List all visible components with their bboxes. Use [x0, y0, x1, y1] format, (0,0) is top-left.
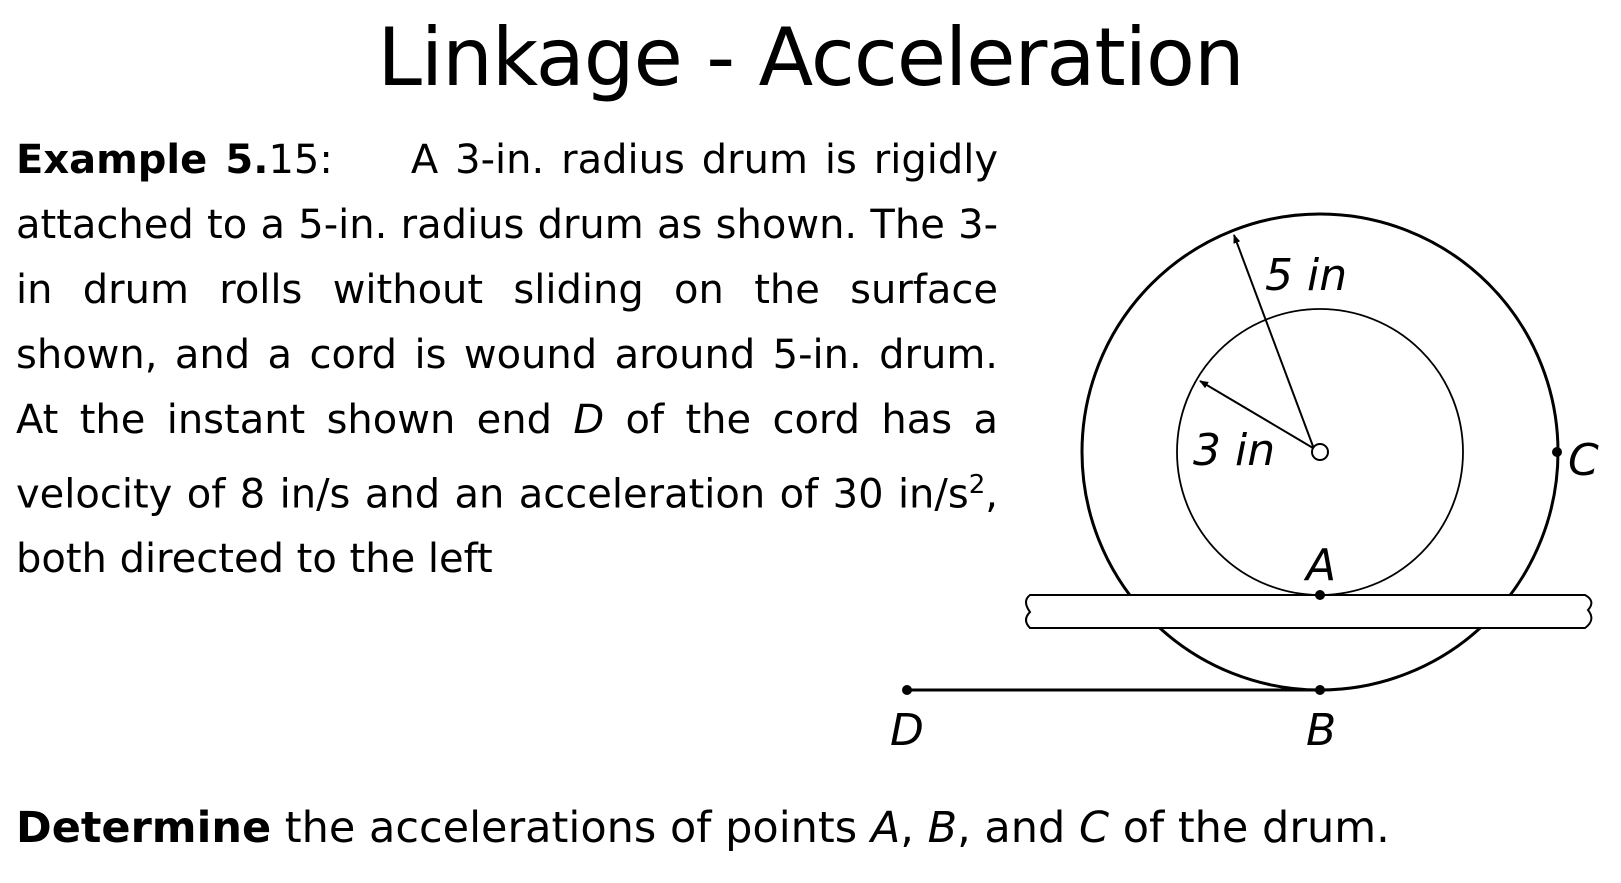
label-point-c: C	[1568, 435, 1599, 486]
label-inner-radius: 3 in	[1193, 425, 1276, 476]
statement-part-2: of the cord has a velocity of 8 in/s and an acceleration of 30 in/s	[16, 397, 998, 518]
task-point-b: B	[927, 803, 958, 853]
task-text-1: the accelerations of points	[271, 803, 871, 853]
point-d-dot	[902, 685, 912, 695]
task-sep-2: , and	[957, 803, 1079, 853]
statement-superscript: 2	[968, 470, 986, 500]
rolling-surface	[1026, 595, 1591, 628]
point-a-dot	[1315, 590, 1325, 600]
task-text-2: of the drum.	[1109, 803, 1390, 853]
task-point-c: C	[1079, 803, 1110, 853]
label-point-a: A	[1306, 540, 1337, 591]
example-label: Example 5.	[16, 137, 269, 183]
task-verb: Determine	[16, 803, 272, 853]
statement-point-d: D	[573, 397, 605, 443]
statement-part-3: , both directed to the left	[16, 471, 998, 583]
statement-part-1: A 3-in. radius drum is rigidly attached to a 5-in. radius drum as shown. The 3-in drum rolls without sliding on the surface shown, and a cord is wound around 5-in. drum. At the instant shown end	[16, 137, 998, 443]
point-b-dot	[1315, 685, 1325, 695]
task-sep-1: ,	[900, 803, 928, 853]
example-number: 15:	[268, 137, 333, 183]
label-outer-radius: 5 in	[1265, 250, 1348, 301]
center-pin	[1312, 444, 1328, 460]
page-title: Linkage - Acceleration	[377, 11, 1244, 104]
point-c-dot	[1552, 447, 1562, 457]
label-point-b: B	[1306, 705, 1337, 756]
task-point-a: A	[870, 803, 901, 853]
label-point-d: D	[890, 705, 924, 756]
